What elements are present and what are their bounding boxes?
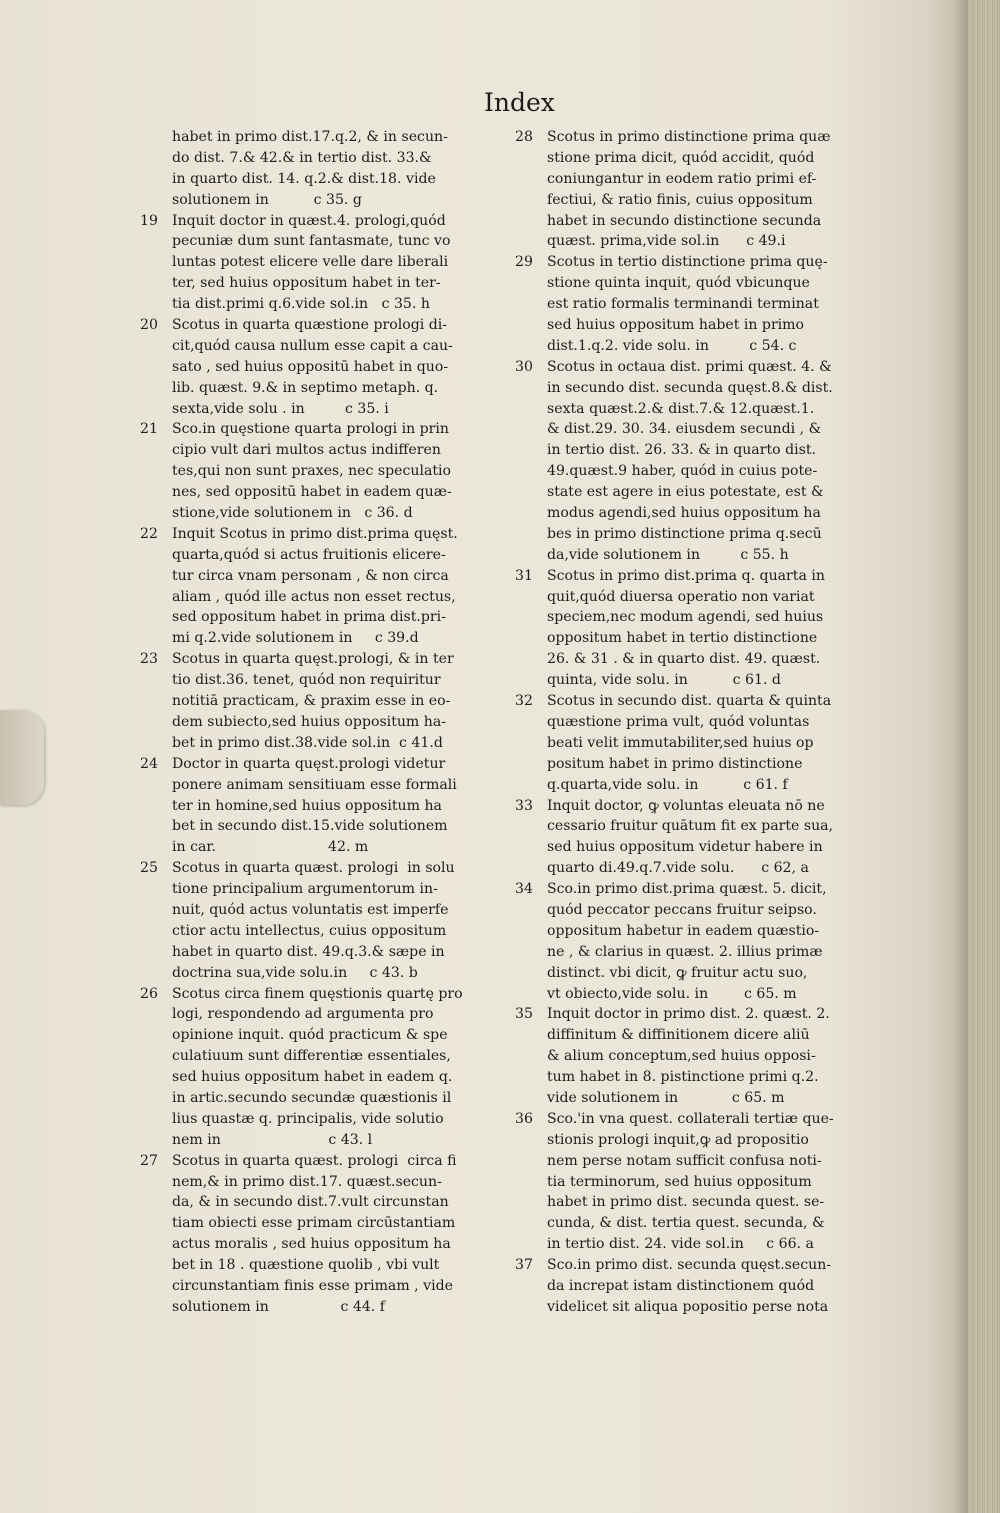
index-entry-start: [515, 691, 873, 712]
index-entry-start: [515, 879, 873, 900]
line-text: diffinitum & diffinitionem dicere aliū: [547, 1027, 810, 1044]
line-text: Scotus in tertio distinctione prima quę-: [547, 254, 828, 271]
line-text: luntas potest elicere velle dare liberali: [172, 254, 449, 271]
index-line: [140, 1046, 505, 1067]
entry-number: 31: [515, 567, 533, 584]
index-line: [515, 837, 873, 858]
index-entry-start: [515, 252, 873, 273]
line-text: in secundo dist. secunda quęst.8.& dist.: [547, 379, 833, 396]
index-line: [515, 858, 873, 879]
line-text: circunstantiam finis esse primam , vide: [172, 1277, 453, 1294]
index-line: [140, 670, 505, 691]
line-text: cipio vult dari multos actus indifferen: [172, 442, 441, 459]
line-text: modus agendi,sed huius oppositum ha: [547, 505, 821, 522]
line-text: actus moralis , sed huius oppositum ha: [172, 1236, 451, 1253]
bookmark-tab: [0, 710, 44, 805]
line-text: in quarto dist. 14. q.2.& dist.18. vide: [172, 170, 436, 187]
line-text: cunda, & dist. tertia quest. secunda, &: [547, 1215, 825, 1232]
entry-number: 34: [515, 881, 533, 898]
index-line: [140, 1297, 505, 1318]
line-text: tur circa vnam personam , & non circa: [172, 567, 449, 584]
line-text: Scotus in primo distinctione prima quæ: [547, 129, 831, 145]
index-line: [140, 231, 505, 252]
index-line: [515, 1297, 873, 1318]
index-line: [140, 691, 505, 712]
index-line: [140, 879, 505, 900]
index-line: [140, 503, 505, 524]
line-text: Inquit Scotus in primo dist.prima quęst.: [172, 525, 458, 542]
index-entry-start: [140, 524, 505, 545]
index-line: [140, 816, 505, 837]
entry-number: 22: [140, 525, 158, 542]
line-text: lius quastæ q. principalis, vide solutio: [172, 1110, 444, 1127]
index-line: [515, 1025, 873, 1046]
index-line: [515, 984, 873, 1005]
line-text: Scotus circa finem quęstionis quartę pro: [172, 985, 463, 1002]
line-text: nem in c 43. l: [172, 1131, 373, 1148]
index-line: [140, 1025, 505, 1046]
line-text: bet in primo dist.38.vide sol.in c 41.d: [172, 734, 443, 751]
index-entry-start: [515, 1255, 873, 1276]
index-line: [140, 1172, 505, 1193]
index-line: [140, 900, 505, 921]
index-line: [515, 399, 873, 420]
line-text: stionis prologi inquit,ꝙ ad propositio: [547, 1131, 809, 1148]
line-text: tum habet in 8. pistinctione primi q.2.: [547, 1069, 819, 1086]
index-line: [140, 775, 505, 796]
line-text: quinta, vide solu. in c 61. d: [547, 672, 781, 689]
index-line: [515, 587, 873, 608]
line-text: beati velit immutabiliter,sed huius op: [547, 734, 814, 751]
line-text: cessario fruitur quātum fit ex parte sua,: [547, 818, 834, 835]
index-line: [140, 1067, 505, 1088]
line-text: Inquit doctor in quæst.4. prologi,quód: [172, 212, 446, 229]
index-line: [140, 273, 505, 294]
index-line: [515, 378, 873, 399]
line-text: tia dist.primi q.6.vide sol.in c 35. h: [172, 296, 430, 313]
index-line: [515, 712, 873, 733]
index-line: [515, 942, 873, 963]
line-text: Inquit doctor, ꝙ voluntas eleuata nō ne: [547, 797, 825, 814]
line-text: nes, sed oppositū habet in eadem quæ-: [172, 484, 452, 501]
line-text: speciem,nec modum agendi, sed huius: [547, 609, 824, 626]
entry-number: 27: [140, 1152, 158, 1169]
index-entry-start: [140, 211, 505, 232]
index-line: [515, 900, 873, 921]
line-text: ponere animam sensitiuam esse formali: [172, 776, 457, 793]
line-text: habet in quarto dist. 49.q.3.& sæpe in: [172, 943, 445, 960]
index-line: [140, 796, 505, 817]
line-text: Inquit doctor in primo dist. 2. quæst. 2.: [547, 1006, 830, 1023]
page-edges: [968, 0, 1000, 1513]
index-line: [515, 1276, 873, 1297]
line-text: ter, sed huius oppositum habet in ter-: [172, 275, 441, 292]
index-line: [515, 524, 873, 545]
index-line: [140, 169, 505, 190]
line-text: habet in primo dist.17.q.2, & in secun-: [172, 129, 448, 145]
index-line: [140, 336, 505, 357]
index-entry-start: [140, 858, 505, 879]
line-text: positum habet in primo distinctione: [547, 755, 803, 772]
line-text: vide solutionem in c 65. m: [547, 1089, 785, 1106]
line-text: Scotus in secundo dist. quarta & quinta: [547, 693, 832, 710]
index-entry-start: [515, 796, 873, 817]
index-line: [140, 837, 505, 858]
line-text: ter in homine,sed huius oppositum ha: [172, 797, 442, 814]
index-line: [140, 1109, 505, 1130]
index-line: [515, 921, 873, 942]
line-text: tia terminorum, sed huius oppositum: [547, 1173, 812, 1190]
index-line: [140, 461, 505, 482]
index-line: [140, 190, 505, 211]
index-line: [515, 1192, 873, 1213]
line-text: solutionem in c 44. f: [172, 1298, 385, 1315]
line-text: Scotus in primo dist.prima q. quarta in: [547, 567, 825, 584]
index-line: [515, 190, 873, 211]
line-text: mi q.2.vide solutionem in c 39.d: [172, 630, 419, 647]
index-line: [515, 482, 873, 503]
line-text: quæstione prima vult, quód voluntas: [547, 713, 810, 730]
line-text: notitiā practicam, & praxim esse in eo-: [172, 693, 451, 710]
index-line: [140, 252, 505, 273]
line-text: oppositum habetur in eadem quæstio-: [547, 922, 820, 939]
index-entry-start: [515, 1004, 873, 1025]
line-text: distinct. vbi dicit, ꝙ fruitur actu suo,: [547, 964, 808, 981]
index-line: [515, 963, 873, 984]
line-text: logi, respondendo ad argumenta pro: [172, 1006, 434, 1023]
index-line: [515, 169, 873, 190]
entry-number: 37: [515, 1257, 533, 1274]
index-line: [515, 1067, 873, 1088]
index-line: [140, 1004, 505, 1025]
line-text: q.quarta,vide solu. in c 61. f: [547, 776, 788, 793]
index-line: [140, 1088, 505, 1109]
line-text: sexta quæst.2.& dist.7.& 12.quæst.1.: [547, 400, 815, 417]
index-entry-start: [140, 419, 505, 440]
line-text: habet in primo dist. secunda quest. se-: [547, 1194, 825, 1211]
index-line: [515, 461, 873, 482]
line-text: bet in 18 . quæstione quolib , vbi vult: [172, 1257, 440, 1274]
line-text: stione,vide solutionem in c 36. d: [172, 505, 413, 522]
line-text: sed oppositum habet in prima dist.pri-: [172, 609, 446, 626]
line-text: est ratio formalis terminandi terminat: [547, 296, 819, 313]
line-text: quarta,quód si actus fruitionis elicere-: [172, 546, 446, 563]
index-entry-start: [140, 984, 505, 1005]
index-line: [140, 566, 505, 587]
index-line: [515, 211, 873, 232]
index-line: [515, 1213, 873, 1234]
line-text: in tertio dist. 26. 33. & in quarto dist.: [547, 442, 816, 459]
index-line: [140, 1255, 505, 1276]
line-text: sed huius oppositum habet in primo: [547, 317, 805, 334]
index-entry-start: [140, 649, 505, 670]
index-line: [140, 357, 505, 378]
line-text: solutionem in c 35. g: [172, 191, 362, 208]
entry-number: 28: [515, 129, 533, 145]
line-text: in car. 42. m: [172, 839, 369, 856]
line-text: Scotus in octaua dist. primi quæst. 4. &: [547, 358, 832, 375]
line-text: coniungantur in eodem ratio primi ef-: [547, 170, 817, 187]
index-line: [515, 148, 873, 169]
entry-number: 33: [515, 797, 533, 814]
line-text: quarto di.49.q.7.vide solu. c 62, a: [547, 860, 809, 877]
index-line: [140, 963, 505, 984]
line-text: nem perse notam sufficit confusa noti-: [547, 1152, 822, 1169]
line-text: Scotus in quarta quæst. prologi circa fi: [172, 1152, 457, 1169]
index-line: [140, 921, 505, 942]
entry-number: 21: [140, 421, 158, 438]
index-line: [140, 607, 505, 628]
index-line: [515, 733, 873, 754]
line-text: tio dist.36. tenet, quód non requiritur: [172, 672, 441, 689]
line-text: state est agere in eius potestate, est &: [547, 484, 824, 501]
index-line: [140, 712, 505, 733]
line-text: da, & in secundo dist.7.vult circunstan: [172, 1194, 449, 1211]
index-line: [140, 378, 505, 399]
index-entry-start: [515, 1109, 873, 1130]
line-text: Sco.in primo dist.prima quæst. 5. dicit,: [547, 881, 827, 898]
line-text: tiam obiecti esse primam circūstantiam: [172, 1215, 456, 1232]
line-text: ctior actu intellectus, cuius oppositum: [172, 922, 447, 939]
index-line: [515, 294, 873, 315]
index-column-right: [515, 127, 873, 1318]
index-line: [515, 1130, 873, 1151]
line-text: bes in primo distinctione prima q.secū: [547, 525, 822, 542]
line-text: lib. quæst. 9.& in septimo metaph. q.: [172, 379, 439, 396]
line-text: da,vide solutionem in c 55. h: [547, 546, 789, 563]
line-text: 26. & 31 . & in quarto dist. 49. quæst.: [547, 651, 821, 668]
line-text: opinione inquit. quód practicum & spe: [172, 1027, 448, 1044]
index-line: [515, 670, 873, 691]
index-line: [140, 294, 505, 315]
line-text: videlicet sit aliqua popositio perse nota: [547, 1298, 829, 1315]
index-line: [140, 1234, 505, 1255]
line-text: tione principalium argumentorum in-: [172, 881, 438, 898]
index-line: [140, 148, 505, 169]
index-line: [515, 419, 873, 440]
index-line: [515, 1172, 873, 1193]
line-text: Scotus in quarta quæstione prologi di-: [172, 317, 448, 334]
line-text: & dist.29. 30. 34. eiusdem secundi , &: [547, 421, 822, 438]
entry-number: 23: [140, 651, 158, 668]
index-line: [140, 733, 505, 754]
index-line: [515, 545, 873, 566]
entry-number: 30: [515, 358, 533, 375]
index-line: [140, 545, 505, 566]
index-line: [140, 127, 505, 148]
entry-number: 32: [515, 693, 533, 710]
line-text: in artic.secundo secundæ quæstionis il: [172, 1089, 452, 1106]
line-text: Doctor in quarta quęst.prologi videtur: [172, 755, 446, 772]
index-line: [515, 336, 873, 357]
line-text: quæst. prima,vide sol.in c 49.i: [547, 233, 786, 250]
line-text: culatiuum sunt differentiæ essentiales,: [172, 1048, 451, 1065]
index-entry-start: [515, 127, 873, 148]
line-text: Scotus in quarta quæst. prologi in solu: [172, 860, 455, 877]
index-line: [515, 315, 873, 336]
entry-number: 26: [140, 985, 158, 1002]
index-line: [515, 1046, 873, 1067]
line-text: dist.1.q.2. vide solu. in c 54. c: [547, 337, 797, 354]
index-entry-start: [140, 754, 505, 775]
index-line: [515, 649, 873, 670]
line-text: nem,& in primo dist.17. quæst.secun-: [172, 1173, 442, 1190]
entry-number: 20: [140, 317, 158, 334]
line-text: ne , & clarius in quæst. 2. illius primæ: [547, 943, 823, 960]
line-text: habet in secundo distinctione secunda: [547, 212, 822, 229]
running-head: Index: [484, 88, 555, 117]
index-line: [515, 273, 873, 294]
index-line: [140, 482, 505, 503]
line-text: stione quinta inquit, quód vbicunque: [547, 275, 810, 292]
index-line: [140, 399, 505, 420]
index-line: [140, 1192, 505, 1213]
line-text: stione prima dicit, quód accidit, quód: [547, 149, 815, 166]
line-text: quit,quód diuersa operatio non variat: [547, 588, 815, 605]
index-line: [515, 628, 873, 649]
line-text: do dist. 7.& 42.& in tertio dist. 33.&: [172, 149, 432, 166]
index-entry-start: [515, 566, 873, 587]
line-text: fectiui, & ratio finis, cuius oppositum: [547, 191, 813, 208]
entry-number: 25: [140, 860, 158, 877]
line-text: doctrina sua,vide solu.in c 43. b: [172, 964, 418, 981]
index-line: [140, 1130, 505, 1151]
line-text: 49.quæst.9 haber, quód in cuius pote-: [547, 463, 818, 480]
index-line: [140, 1213, 505, 1234]
line-text: cit,quód causa nullum esse capit a cau-: [172, 337, 453, 354]
line-text: Scotus in quarta quęst.prologi, & in ter: [172, 651, 454, 668]
line-text: in tertio dist. 24. vide sol.in c 66. a: [547, 1236, 814, 1253]
index-line: [515, 775, 873, 796]
line-text: bet in secundo dist.15.vide solutionem: [172, 818, 448, 835]
index-line: [515, 607, 873, 628]
line-text: Sco.'in vna quest. collaterali tertiæ que-: [547, 1110, 834, 1127]
line-text: da increpat istam distinctionem quód: [547, 1277, 815, 1294]
index-line: [140, 1276, 505, 1297]
line-text: sato , sed huius oppositū habet in quo-: [172, 358, 449, 375]
line-text: tes,qui non sunt praxes, nec speculatio: [172, 463, 452, 480]
index-line: [140, 628, 505, 649]
line-text: Sco.in quęstione quarta prologi in prin: [172, 421, 449, 438]
index-line: [140, 587, 505, 608]
entry-number: 36: [515, 1110, 533, 1127]
line-text: sed huius oppositum habet in eadem q.: [172, 1069, 453, 1086]
line-text: nuit, quód actus voluntatis est imperfe: [172, 901, 449, 918]
index-entry-start: [140, 315, 505, 336]
entry-number: 35: [515, 1006, 533, 1023]
line-text: pecuniæ dum sunt fantasmate, tunc vo: [172, 233, 451, 250]
line-text: sed huius oppositum videtur habere in: [547, 839, 823, 856]
line-text: dem subiecto,sed huius oppositum ha-: [172, 713, 447, 730]
line-text: & alium conceptum,sed huius opposi-: [547, 1048, 816, 1065]
index-line: [140, 942, 505, 963]
index-line: [515, 1234, 873, 1255]
line-text: vt obiecto,vide solu. in c 65. m: [547, 985, 797, 1002]
index-column-left: [140, 127, 505, 1318]
line-text: oppositum habet in tertio distinctione: [547, 630, 818, 647]
line-text: Sco.in primo dist. secunda quęst.secun-: [547, 1257, 832, 1274]
index-line: [515, 754, 873, 775]
entry-number: 19: [140, 212, 158, 229]
index-line: [515, 231, 873, 252]
index-line: [515, 1088, 873, 1109]
index-line: [515, 1151, 873, 1172]
entry-number: 29: [515, 254, 533, 271]
index-entry-start: [515, 357, 873, 378]
index-line: [515, 503, 873, 524]
index-line: [515, 816, 873, 837]
line-text: sexta,vide solu . in c 35. i: [172, 400, 389, 417]
index-entry-start: [140, 1151, 505, 1172]
entry-number: 24: [140, 755, 158, 772]
line-text: quód peccator peccans fruitur seipso.: [547, 901, 817, 918]
index-line: [515, 440, 873, 461]
line-text: aliam , quód ille actus non esset rectus,: [172, 588, 456, 605]
index-line: [140, 440, 505, 461]
